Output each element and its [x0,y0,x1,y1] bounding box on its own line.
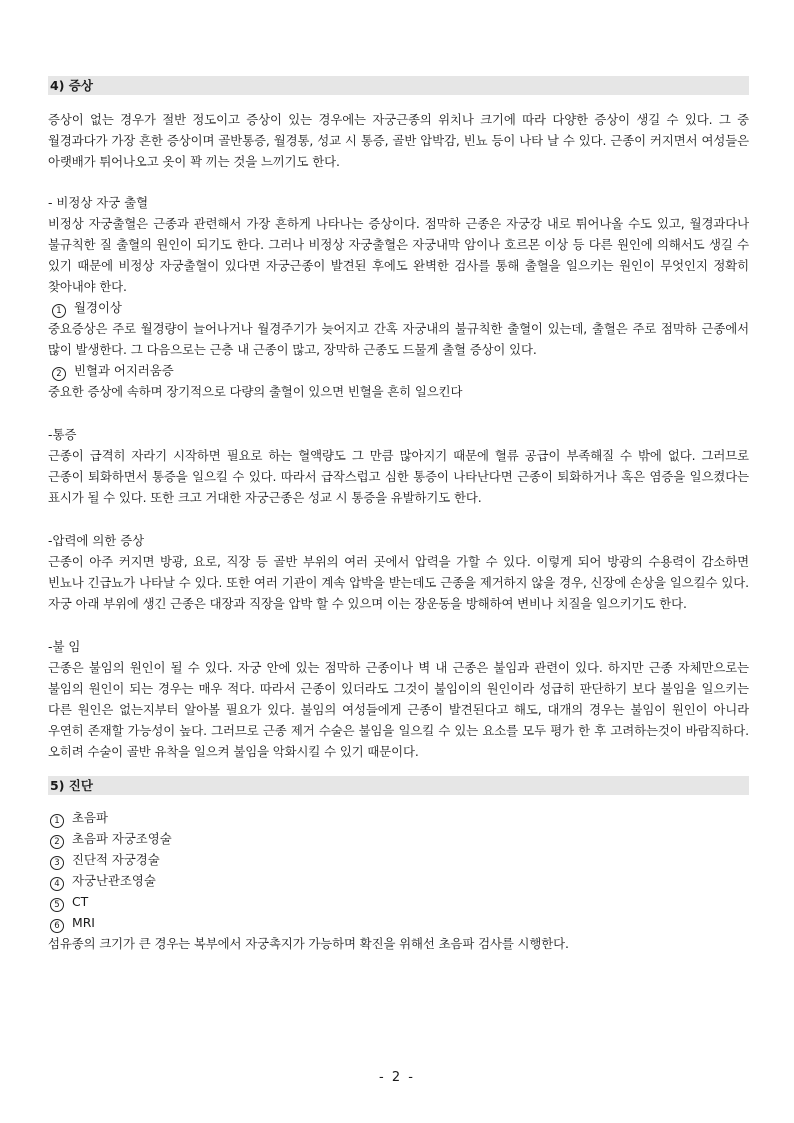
circled-number: 2 [50,835,64,849]
item-anemia [48,360,749,381]
circled-number: 4 [50,877,64,891]
item-menorrhagia-title: 월경이상 [74,300,122,315]
subheading-pressure: -압력에 의한 증상 [48,533,145,548]
item-anemia-title: 빈혈과 어지러움증 [74,363,174,378]
diagnosis-summary: 섬유종의 크기가 큰 경우는 복부에서 자궁촉지가 가능하며 확진을 위해선 초음파 검사를 시행한다. [48,936,569,951]
section-heading-symptoms: 4) 증상 [48,76,749,95]
item-menorrhagia [48,297,749,318]
anemia-text: 중요한 증상에 속하며 장기적으로 다량의 출혈이 있으면 빈혈을 흔히 일으킨다 [48,384,463,399]
circled-number: 1 [52,304,66,318]
symptoms-intro: 증상이 없는 경우가 절반 정도이고 증상이 있는 경우에는 자궁근종의 위치나 크기에 따라 다양한 증상이 생길 수 있다. 그 중 월경과다가 가장 흔한 증상이며 골반통증, 월경통, 성교 시 통증, 골반 압박감, 빈뇨 등이 나타 날 수 있다. 근종이 커지면서 여성들은 아랫배가 튀어나오고 옷이 꽉 끼는 것을 느끼기도 한다. [48,112,749,169]
pressure-text: 근종이 아주 커지면 방광, 요로, 직장 등 골반 부위의 여러 곳에서 압력을 가할 수 있다. 이렇게 되어 방광의 수용력이 감소하면 빈뇨나 긴급뇨가 나타날 수 있다. 또한 여러 기관이 계속 압박을 받는데도 근종을 제거하지 않을 경우, 신장에 손상을 일으킬수 있다. 자궁 아래 부위에 생긴 근종은 대장과 직장을 압박 할 수 있으며 이는 장운동을 방해하여 변비나 치질을 일으키기도 한다. [48,554,749,611]
section-heading-diagnosis: 5) 진단 [48,776,749,795]
list-item-label: 자궁난관조영술 [72,873,156,888]
list-item [48,828,749,849]
list-item-label: 진단적 자궁경술 [72,852,160,867]
list-item [48,870,749,891]
abnormal-bleeding-text: 비정상 자궁출혈은 근종과 관련해서 가장 흔하게 나타나는 증상이다. 점막하 근종은 자궁강 내로 튀어나올 수도 있고, 월경과다나 불규칙한 질 출혈의 원인이 되기도 한다. 그러나 비정상 자궁출혈은 자궁내막 암이나 호르몬 이상 등 다른 원인에 의해서도 생길 수 있기 때문에 비정상 자궁출혈이 있다면 자궁근종이 발견된 후에도 완벽한 검사를 통해 출혈을 일으키는 원인이 무엇인지 정확히 찾아내야 한다. [48,216,749,294]
list-item-label: 초음파 자궁조영술 [72,831,172,846]
circled-number: 5 [50,898,64,912]
infertility-text: 근종은 불임의 원인이 될 수 있다. 자궁 안에 있는 점막하 근종이나 벽 내 근종은 불임과 관련이 있다. 하지만 근종 자체만으로는 불임의 원인이 되는 경우는 매우 적다. 따라서 근종이 있더라도 그것이 불임이의 원인이라 성급히 판단하기 보다 불임을 일으키는 다른 원인은 없는지부터 알아볼 필요가 있다. 불임의 여성들에게 근종이 발견된다고 해도, 대개의 경우는 불임이 원인이 아니라 우연히 존재할 가능성이 높다. 그러므로 근종 제거 수술은 불임을 일으킬 수 있는 요소를 모두 평가 한 후 고려하는것이 바람직하다. 오히려 수술이 골반 유착을 일으켜 불임을 악화시킬 수 있기 때문이다. [48,660,749,759]
document-page [48,76,749,954]
diagnosis-list [48,807,749,933]
list-item-label: MRI [72,915,95,930]
circled-number: 6 [50,919,64,933]
subheading-infertility: -불 임 [48,639,81,654]
list-item-label: CT [72,894,89,909]
list-item [48,807,749,828]
list-item [48,912,749,933]
circled-number: 3 [50,856,64,870]
subheading-abnormal-bleeding: - 비정상 자궁 출혈 [48,195,149,210]
circled-number: 2 [52,367,66,381]
list-item [48,849,749,870]
subheading-pain: -통증 [48,427,77,442]
menorrhagia-text: 중요증상은 주로 월경량이 늘어나거나 월경주기가 늦어지고 간혹 자궁내의 불규칙한 출혈이 있는데, 출혈은 주로 점막하 근종에서 많이 발생한다. 그 다음으로는 근층 내 근종이 많고, 장막하 근종도 드물게 출혈 증상이 있다. [48,321,749,357]
circled-number: 1 [50,814,64,828]
list-item-label: 초음파 [72,810,108,825]
pain-text: 근종이 급격히 자라기 시작하면 필요로 하는 혈액량도 그 만큼 많아지기 때문에 혈류 공급이 부족해질 수 밖에 없다. 그러므로 근종이 퇴화하면서 통증을 일으킬 수 있다. 따라서 급작스럽고 심한 통증이 나타난다면 근종이 퇴화하거나 혹은 염증을 일으켰다는 표시가 될 수 있다. 또한 크고 거대한 자궁근종은 성교 시 통증을 유발하기도 한다. [48,448,750,505]
page-number: - 2 - [379,1070,415,1085]
list-item [48,891,749,912]
